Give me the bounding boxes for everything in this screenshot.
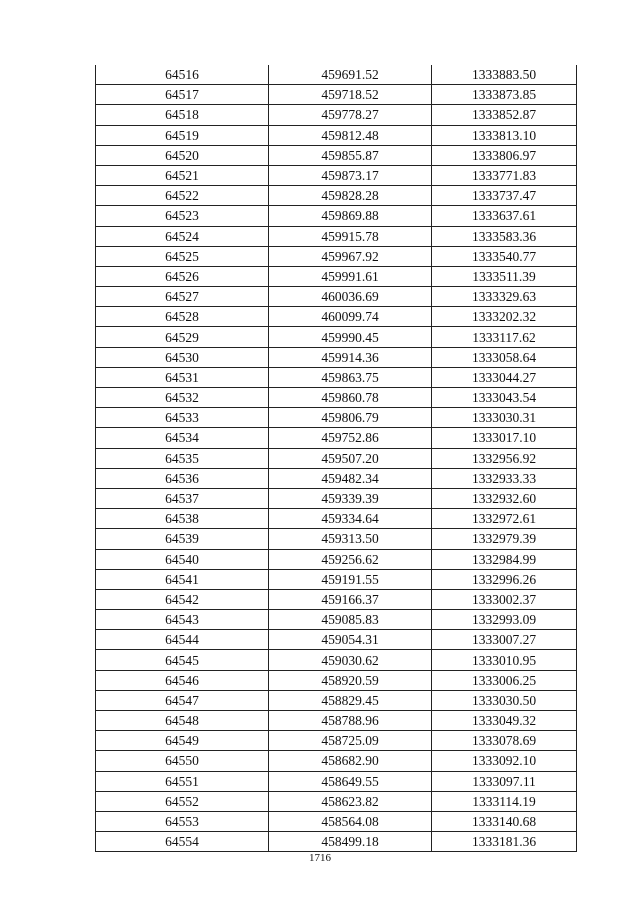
point-id-cell: 64545 xyxy=(96,650,269,670)
page-number: 1716 xyxy=(309,852,331,864)
x-coordinate-cell: 459191.55 xyxy=(269,569,432,589)
x-coordinate-cell: 458725.09 xyxy=(269,731,432,751)
x-coordinate-cell: 459990.45 xyxy=(269,327,432,347)
y-coordinate-cell: 1332932.60 xyxy=(432,488,577,508)
x-coordinate-cell: 459313.50 xyxy=(269,529,432,549)
x-coordinate-cell: 458682.90 xyxy=(269,751,432,771)
x-coordinate-cell: 459030.62 xyxy=(269,650,432,670)
y-coordinate-cell: 1332972.61 xyxy=(432,509,577,529)
point-id-cell: 64535 xyxy=(96,448,269,468)
table-row xyxy=(96,266,577,286)
table-row xyxy=(96,206,577,226)
point-id-cell: 64522 xyxy=(96,186,269,206)
y-coordinate-cell: 1333030.31 xyxy=(432,408,577,428)
table-row xyxy=(96,509,577,529)
table-row xyxy=(96,327,577,347)
x-coordinate-cell: 459054.31 xyxy=(269,630,432,650)
table-row xyxy=(96,832,577,852)
table-row xyxy=(96,569,577,589)
table-row xyxy=(96,549,577,569)
table-row xyxy=(96,711,577,731)
x-coordinate-cell: 459828.28 xyxy=(269,186,432,206)
y-coordinate-cell: 1333010.95 xyxy=(432,650,577,670)
point-id-cell: 64544 xyxy=(96,630,269,650)
table-row xyxy=(96,165,577,185)
x-coordinate-cell: 459860.78 xyxy=(269,388,432,408)
table-row xyxy=(96,630,577,650)
y-coordinate-cell: 1333006.25 xyxy=(432,670,577,690)
y-coordinate-cell: 1333329.63 xyxy=(432,287,577,307)
y-coordinate-cell: 1333078.69 xyxy=(432,731,577,751)
x-coordinate-cell: 459869.88 xyxy=(269,206,432,226)
table-row xyxy=(96,650,577,670)
point-id-cell: 64523 xyxy=(96,206,269,226)
point-id-cell: 64516 xyxy=(96,65,269,85)
x-coordinate-cell: 459482.34 xyxy=(269,468,432,488)
x-coordinate-cell: 458829.45 xyxy=(269,690,432,710)
y-coordinate-cell: 1333540.77 xyxy=(432,246,577,266)
point-id-cell: 64534 xyxy=(96,428,269,448)
y-coordinate-cell: 1333883.50 xyxy=(432,65,577,85)
point-id-cell: 64526 xyxy=(96,266,269,286)
x-coordinate-cell: 459085.83 xyxy=(269,610,432,630)
y-coordinate-cell: 1332984.99 xyxy=(432,549,577,569)
table-row xyxy=(96,791,577,811)
point-id-cell: 64528 xyxy=(96,307,269,327)
table-row xyxy=(96,771,577,791)
table-row xyxy=(96,186,577,206)
table-row xyxy=(96,105,577,125)
y-coordinate-cell: 1332933.33 xyxy=(432,468,577,488)
table-row xyxy=(96,307,577,327)
y-coordinate-cell: 1333044.27 xyxy=(432,367,577,387)
y-coordinate-cell: 1333806.97 xyxy=(432,145,577,165)
y-coordinate-cell: 1332956.92 xyxy=(432,448,577,468)
y-coordinate-cell: 1332979.39 xyxy=(432,529,577,549)
point-id-cell: 64532 xyxy=(96,388,269,408)
y-coordinate-cell: 1333017.10 xyxy=(432,428,577,448)
point-id-cell: 64521 xyxy=(96,165,269,185)
x-coordinate-cell: 458649.55 xyxy=(269,771,432,791)
table-row xyxy=(96,670,577,690)
table-row xyxy=(96,65,577,85)
y-coordinate-cell: 1333873.85 xyxy=(432,85,577,105)
y-coordinate-cell: 1333202.32 xyxy=(432,307,577,327)
y-coordinate-cell: 1333049.32 xyxy=(432,711,577,731)
y-coordinate-cell: 1333813.10 xyxy=(432,125,577,145)
point-id-cell: 64537 xyxy=(96,488,269,508)
y-coordinate-cell: 1333737.47 xyxy=(432,186,577,206)
point-id-cell: 64550 xyxy=(96,751,269,771)
table-row xyxy=(96,408,577,428)
x-coordinate-cell: 459334.64 xyxy=(269,509,432,529)
table-row xyxy=(96,589,577,609)
y-coordinate-cell: 1333097.11 xyxy=(432,771,577,791)
x-coordinate-cell: 459991.61 xyxy=(269,266,432,286)
point-id-cell: 64530 xyxy=(96,347,269,367)
point-id-cell: 64539 xyxy=(96,529,269,549)
point-id-cell: 64531 xyxy=(96,367,269,387)
point-id-cell: 64519 xyxy=(96,125,269,145)
y-coordinate-cell: 1333637.61 xyxy=(432,206,577,226)
y-coordinate-cell: 1333511.39 xyxy=(432,266,577,286)
point-id-cell: 64542 xyxy=(96,589,269,609)
y-coordinate-cell: 1333030.50 xyxy=(432,690,577,710)
point-id-cell: 64543 xyxy=(96,610,269,630)
point-id-cell: 64546 xyxy=(96,670,269,690)
y-coordinate-cell: 1333043.54 xyxy=(432,388,577,408)
table-row xyxy=(96,226,577,246)
table-row xyxy=(96,428,577,448)
table-row xyxy=(96,468,577,488)
x-coordinate-cell: 460099.74 xyxy=(269,307,432,327)
point-id-cell: 64551 xyxy=(96,771,269,791)
point-id-cell: 64553 xyxy=(96,811,269,831)
x-coordinate-cell: 459915.78 xyxy=(269,226,432,246)
point-id-cell: 64527 xyxy=(96,287,269,307)
y-coordinate-cell: 1333002.37 xyxy=(432,589,577,609)
point-id-cell: 64548 xyxy=(96,711,269,731)
y-coordinate-cell: 1333092.10 xyxy=(432,751,577,771)
y-coordinate-cell: 1333583.36 xyxy=(432,226,577,246)
x-coordinate-cell: 459778.27 xyxy=(269,105,432,125)
point-id-cell: 64529 xyxy=(96,327,269,347)
table-row xyxy=(96,731,577,751)
table-row xyxy=(96,529,577,549)
point-id-cell: 64536 xyxy=(96,468,269,488)
x-coordinate-cell: 459873.17 xyxy=(269,165,432,185)
point-id-cell: 64517 xyxy=(96,85,269,105)
x-coordinate-cell: 458623.82 xyxy=(269,791,432,811)
x-coordinate-cell: 459752.86 xyxy=(269,428,432,448)
table-row xyxy=(96,448,577,468)
point-id-cell: 64554 xyxy=(96,832,269,852)
x-coordinate-cell: 459914.36 xyxy=(269,347,432,367)
x-coordinate-cell: 458564.08 xyxy=(269,811,432,831)
y-coordinate-cell: 1332993.09 xyxy=(432,610,577,630)
x-coordinate-cell: 459967.92 xyxy=(269,246,432,266)
x-coordinate-cell: 459855.87 xyxy=(269,145,432,165)
table-row xyxy=(96,85,577,105)
point-id-cell: 64540 xyxy=(96,549,269,569)
coordinate-table xyxy=(95,65,577,852)
point-id-cell: 64525 xyxy=(96,246,269,266)
table-row xyxy=(96,488,577,508)
point-id-cell: 64552 xyxy=(96,791,269,811)
point-id-cell: 64549 xyxy=(96,731,269,751)
y-coordinate-cell: 1332996.26 xyxy=(432,569,577,589)
coordinate-table-body xyxy=(96,65,577,852)
table-row xyxy=(96,388,577,408)
y-coordinate-cell: 1333140.68 xyxy=(432,811,577,831)
y-coordinate-cell: 1333058.64 xyxy=(432,347,577,367)
table-row xyxy=(96,690,577,710)
point-id-cell: 64524 xyxy=(96,226,269,246)
table-row xyxy=(96,246,577,266)
point-id-cell: 64520 xyxy=(96,145,269,165)
point-id-cell: 64541 xyxy=(96,569,269,589)
table-row xyxy=(96,811,577,831)
x-coordinate-cell: 459718.52 xyxy=(269,85,432,105)
point-id-cell: 64547 xyxy=(96,690,269,710)
x-coordinate-cell: 459691.52 xyxy=(269,65,432,85)
table-row xyxy=(96,287,577,307)
point-id-cell: 64533 xyxy=(96,408,269,428)
point-id-cell: 64538 xyxy=(96,509,269,529)
table-row xyxy=(96,125,577,145)
x-coordinate-cell: 459863.75 xyxy=(269,367,432,387)
y-coordinate-cell: 1333007.27 xyxy=(432,630,577,650)
x-coordinate-cell: 458499.18 xyxy=(269,832,432,852)
point-id-cell: 64518 xyxy=(96,105,269,125)
x-coordinate-cell: 460036.69 xyxy=(269,287,432,307)
x-coordinate-cell: 459166.37 xyxy=(269,589,432,609)
x-coordinate-cell: 459256.62 xyxy=(269,549,432,569)
x-coordinate-cell: 459339.39 xyxy=(269,488,432,508)
y-coordinate-cell: 1333771.83 xyxy=(432,165,577,185)
table-row xyxy=(96,347,577,367)
y-coordinate-cell: 1333117.62 xyxy=(432,327,577,347)
y-coordinate-cell: 1333181.36 xyxy=(432,832,577,852)
x-coordinate-cell: 458920.59 xyxy=(269,670,432,690)
table-row xyxy=(96,751,577,771)
y-coordinate-cell: 1333852.87 xyxy=(432,105,577,125)
table-row xyxy=(96,610,577,630)
table-row xyxy=(96,145,577,165)
x-coordinate-cell: 459812.48 xyxy=(269,125,432,145)
x-coordinate-cell: 458788.96 xyxy=(269,711,432,731)
y-coordinate-cell: 1333114.19 xyxy=(432,791,577,811)
table-row xyxy=(96,367,577,387)
x-coordinate-cell: 459507.20 xyxy=(269,448,432,468)
x-coordinate-cell: 459806.79 xyxy=(269,408,432,428)
